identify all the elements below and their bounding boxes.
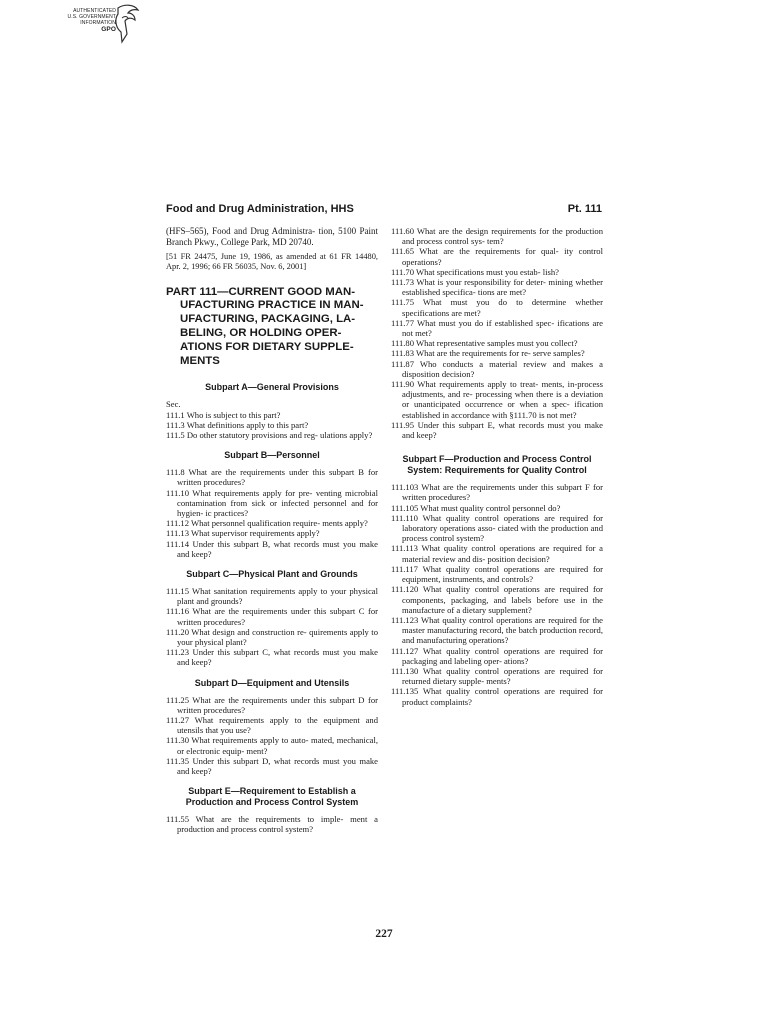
section-entry: 111.105 What must quality control personnel do? — [391, 502, 561, 513]
section-entry: 111.15 What sanitation requirements apply to your physical plant and grounds? — [166, 586, 378, 607]
logo-line-3: INFORMATION — [80, 20, 116, 26]
section-entry: 111.60 What are the design requirements for the production and process control sys- tem? — [391, 226, 603, 247]
subpart-d-heading: Subpart D—Equipment and Utensils — [194, 677, 350, 688]
section-entry: 111.16 What are the requirements under this subpart C for written procedures? — [166, 606, 378, 627]
running-head — [166, 203, 602, 219]
part-title-line: PART 111—CURRENT GOOD MAN- — [166, 285, 356, 298]
section-entry: 111.127 What quality control operations are required for packaging and labeling oper- ations? — [391, 645, 603, 666]
section-entry: 111.110 What quality control operations are required for laboratory operations asso- ciated with the production and process control system? — [391, 512, 603, 544]
section-entry: 111.120 What quality control operations are required for components, packaging, and labels before use in the manufacture of a dietary supplement? — [391, 584, 603, 615]
section-entry: 111.117 What quality control operations are required for equipment, instruments, and controls? — [391, 563, 603, 585]
section-entry: 111.25 What are the requirements under this subpart D for written procedures? — [166, 694, 378, 715]
section-entry: 111.13 What supervisor requirements apply? — [166, 528, 320, 539]
subpart-e-heading-line: Production and Process Control System — [185, 797, 359, 808]
section-entry: 111.12 What personnel qualification require- ments apply? — [166, 518, 368, 529]
section-entry: 111.87 Who conducts a material review and makes a disposition decision? — [391, 358, 603, 379]
subpart-c-heading: Subpart C—Physical Plant and Grounds — [186, 569, 358, 580]
section-entry: 111.55 What are the requirements to imple- ment a production and process control system? — [166, 814, 378, 835]
section-entry: 111.90 What requirements apply to treat- ments, in-process adjustments, and re- processing when there is a deviation or unanticipated occurrence or when a spec- ification established in accordance with §111.70 is not met? — [391, 379, 603, 420]
section-entry: 111.20 What design and construction re- quirements apply to your physical plant? — [166, 626, 378, 648]
section-entry: 111.3 What definitions apply to this part? — [166, 419, 309, 430]
logo-line-2: U.S. GOVERNMENT — [67, 14, 116, 20]
part-title-line: ATIONS FOR DIETARY SUPPLE- — [180, 340, 354, 353]
subpart-f-heading-line: Subpart F—Production and Process Control — [402, 454, 592, 465]
running-head-agency: Food and Drug Administration, HHS — [166, 203, 354, 215]
logo-line-1: AUTHENTICATED — [73, 8, 116, 14]
section-entry: 111.30 What requirements apply to auto- mated, mechanical, or electronic equip- ment? — [166, 735, 378, 756]
section-entry: 111.130 What quality control operations are required for returned dietary supple- ments? — [391, 665, 603, 687]
subpart-f-heading-line: System: Requirements for Quality Control — [407, 465, 587, 476]
section-entry: 111.77 What must you do if established spec- ifications are not met? — [391, 317, 603, 339]
part-title-line: UFACTURING PRACTICE IN MAN- — [180, 299, 364, 312]
part-title-line: MENTS — [180, 354, 220, 367]
gpo-authentication-logo — [58, 4, 142, 46]
section-entry: 111.95 Under this subpart E, what records must you make and keep? — [391, 419, 603, 441]
section-entry: 111.113 What quality control operations are required for a material review and dis- position decision? — [391, 543, 603, 564]
right-column — [391, 226, 603, 707]
section-entry: 111.27 What requirements apply to the equipment and utensils that you use? — [166, 715, 378, 736]
section-entry: 111.10 What requirements apply for pre- venting microbial contamination from sick or infected personnel and for hygien- ic practices? — [166, 487, 378, 518]
page-number: 227 — [375, 928, 393, 940]
part-title-line: BELING, OR HOLDING OPER- — [180, 326, 342, 339]
section-entry: 111.135 What quality control operations are required for product complaints? — [391, 686, 603, 707]
subpart-f-heading — [391, 454, 603, 476]
source-citation: [51 FR 24475, June 19, 1986, as amended at 61 FR 14480, Apr. 2, 1996; 66 FR 56035, Nov. 6, 2001] — [166, 251, 378, 272]
subpart-e-heading-line: Subpart E—Requirement to Establish a — [188, 786, 356, 797]
part-title — [166, 286, 378, 369]
section-entry: 111.75 What must you do to determine whether specifications are met? — [391, 297, 603, 318]
section-entry: 111.23 Under this subpart C, what records must you make and keep? — [166, 647, 378, 668]
eagle-icon — [112, 4, 140, 44]
section-entry: 111.1 Who is subject to this part? — [166, 409, 281, 420]
section-entry: 111.35 Under this subpart D, what records must you make and keep? — [166, 755, 378, 777]
section-entry: 111.103 What are the requirements under this subpart F for written procedures? — [391, 482, 603, 503]
sec-label: Sec. — [166, 399, 181, 410]
logo-gpo: GPO — [101, 26, 116, 33]
section-entry: 111.70 What specifications must you estab- lish? — [391, 266, 559, 277]
intro-address: (HFS–565), Food and Drug Administra- tion, 5100 Paint Branch Pkwy., College Park, MD 20740. — [166, 226, 378, 247]
section-entry: 111.8 What are the requirements under this subpart B for written procedures? — [166, 467, 378, 488]
section-entry: 111.73 What is your responsibility for deter- mining whether established specifica- tions are met? — [391, 277, 603, 298]
running-head-part: Pt. 111 — [567, 203, 602, 215]
section-entry: 111.5 Do other statutory provisions and reg- ulations apply? — [166, 429, 373, 440]
section-entry: 111.14 Under this subpart B, what records must you make and keep? — [166, 538, 378, 559]
section-entry: 111.65 What are the requirements for qual- ity control operations? — [391, 246, 603, 267]
subpart-a-heading: Subpart A—General Provisions — [205, 382, 339, 393]
left-column — [166, 226, 378, 835]
subpart-e-heading — [166, 786, 378, 808]
section-entry: 111.123 What quality control operations are required for the master manufacturing record, the batch production record, and manufacturing operations? — [391, 614, 603, 646]
section-entry: 111.80 What representative samples must you collect? — [391, 338, 578, 349]
logo-text — [58, 8, 116, 33]
section-entry: 111.83 What are the requirements for re- serve samples? — [391, 348, 585, 359]
part-title-line: UFACTURING, PACKAGING, LA- — [180, 313, 356, 326]
subpart-b-heading: Subpart B—Personnel — [224, 450, 320, 461]
